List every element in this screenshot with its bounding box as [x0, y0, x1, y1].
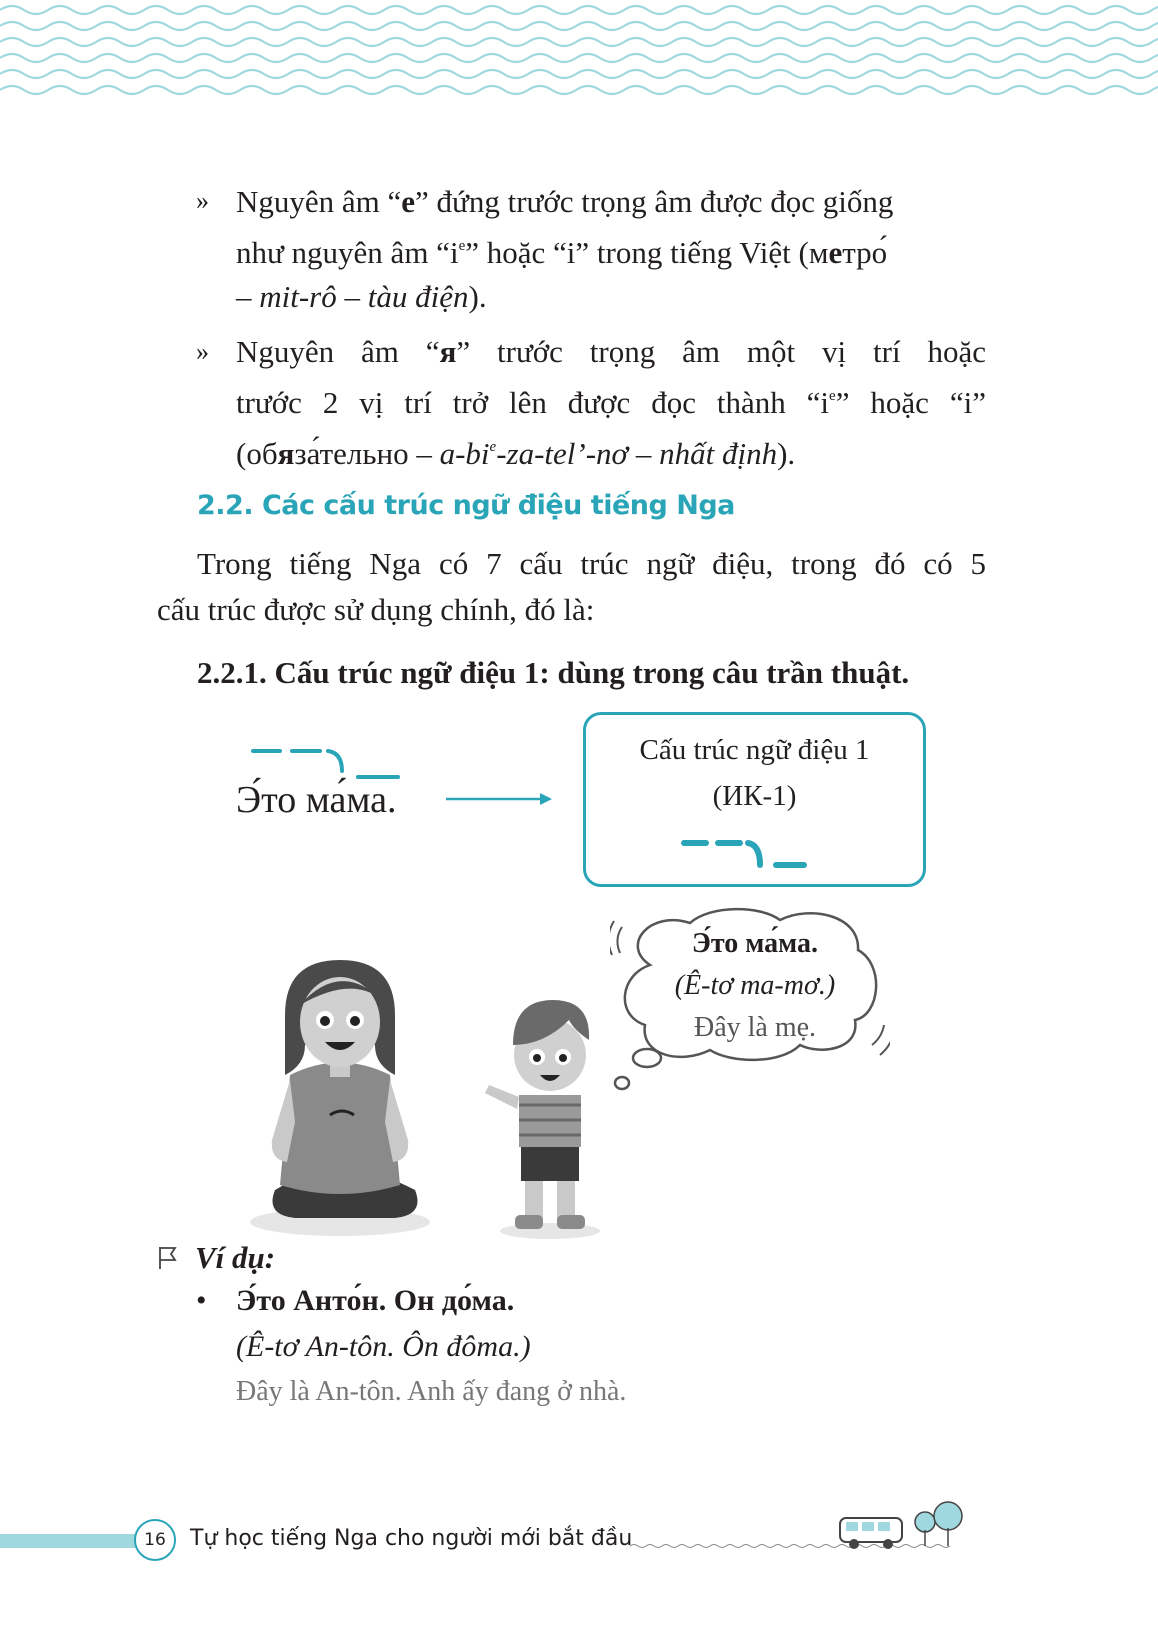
diagram-phrase: Э́то ма́ма.	[236, 779, 397, 821]
bullet-2-line-1: Nguyên âm “я” trước trọng âm một vị trí hoặc	[236, 334, 986, 369]
bubble-transliteration: (Ê-tơ ma-mơ.)	[674, 970, 836, 1001]
bullet-mark-2: »	[196, 337, 209, 366]
bullet-2-line-2: trước 2 vị trí trở lên được đọc thành “$i^e$” hoặc “i”	[236, 385, 986, 420]
bullet-paragraph-1	[236, 180, 986, 319]
intonation-structure-box	[583, 712, 926, 887]
bubble-translation: Đây là mẹ.	[693, 1012, 817, 1043]
bullet-1-line-1: Nguyên âm “e” đứng trước trọng âm được đọc giống	[236, 184, 894, 219]
example-transliteration: (Ê-tơ An-tôn. Ôn đôma.)	[236, 1330, 531, 1363]
subheading-ik1: 2.2.1. Cấu trúc ngữ điệu 1: dùng trong câu trần thuật.	[197, 655, 910, 690]
bullet-mark-1: »	[196, 186, 209, 215]
bullet-1-line-3: – mit-rô – tàu điện).	[236, 279, 487, 314]
box-code: (ИК-1)	[712, 780, 797, 812]
bullet-2-line-3: (обяза́тельно – $a-bi^e-za-tel’-nơ$ – nhất định).	[236, 436, 796, 471]
wave-header-decoration	[0, 0, 1158, 110]
footer-bar	[0, 1534, 140, 1548]
mother-illustration	[245, 960, 435, 1240]
box-title: Cấu trúc ngữ điệu 1	[639, 734, 870, 766]
van-icon	[840, 1518, 902, 1549]
boy-illustration	[485, 995, 615, 1240]
bubble-russian: Э́то ма́ма.	[691, 928, 819, 959]
book-title: Tự học tiếng Nga cho người mới bắt đầu	[190, 1526, 633, 1551]
intro-line-2: cấu trúc được sử dụng chính, đó là:	[157, 592, 595, 627]
example-russian: Э́то Анто́н. Он до́ма.	[236, 1284, 515, 1317]
example-translation: Đây là An-tôn. Anh ấy đang ở nhà.	[236, 1376, 627, 1407]
example-label: Ví dụ:	[195, 1240, 276, 1275]
bullet-paragraph-2	[236, 330, 986, 476]
bullet-1-line-2: như nguyên âm “$i^e$” hoặc “i” trong tiếng Việt (метро́	[236, 235, 888, 270]
flag-icon	[157, 1245, 179, 1271]
example-bullet: •	[196, 1284, 207, 1317]
section-heading: 2.2. Các cấu trúc ngữ điệu tiếng Nga	[197, 490, 735, 521]
tree-icon	[915, 1502, 962, 1546]
intonation-contour-box	[676, 827, 876, 877]
footer-decoration	[630, 1500, 980, 1560]
page-number: 16	[134, 1519, 176, 1561]
arrow-icon	[444, 787, 554, 811]
intro-line-1: Trong tiếng Nga có 7 cấu trúc ngữ điệu, trong đó có 5	[197, 546, 986, 581]
